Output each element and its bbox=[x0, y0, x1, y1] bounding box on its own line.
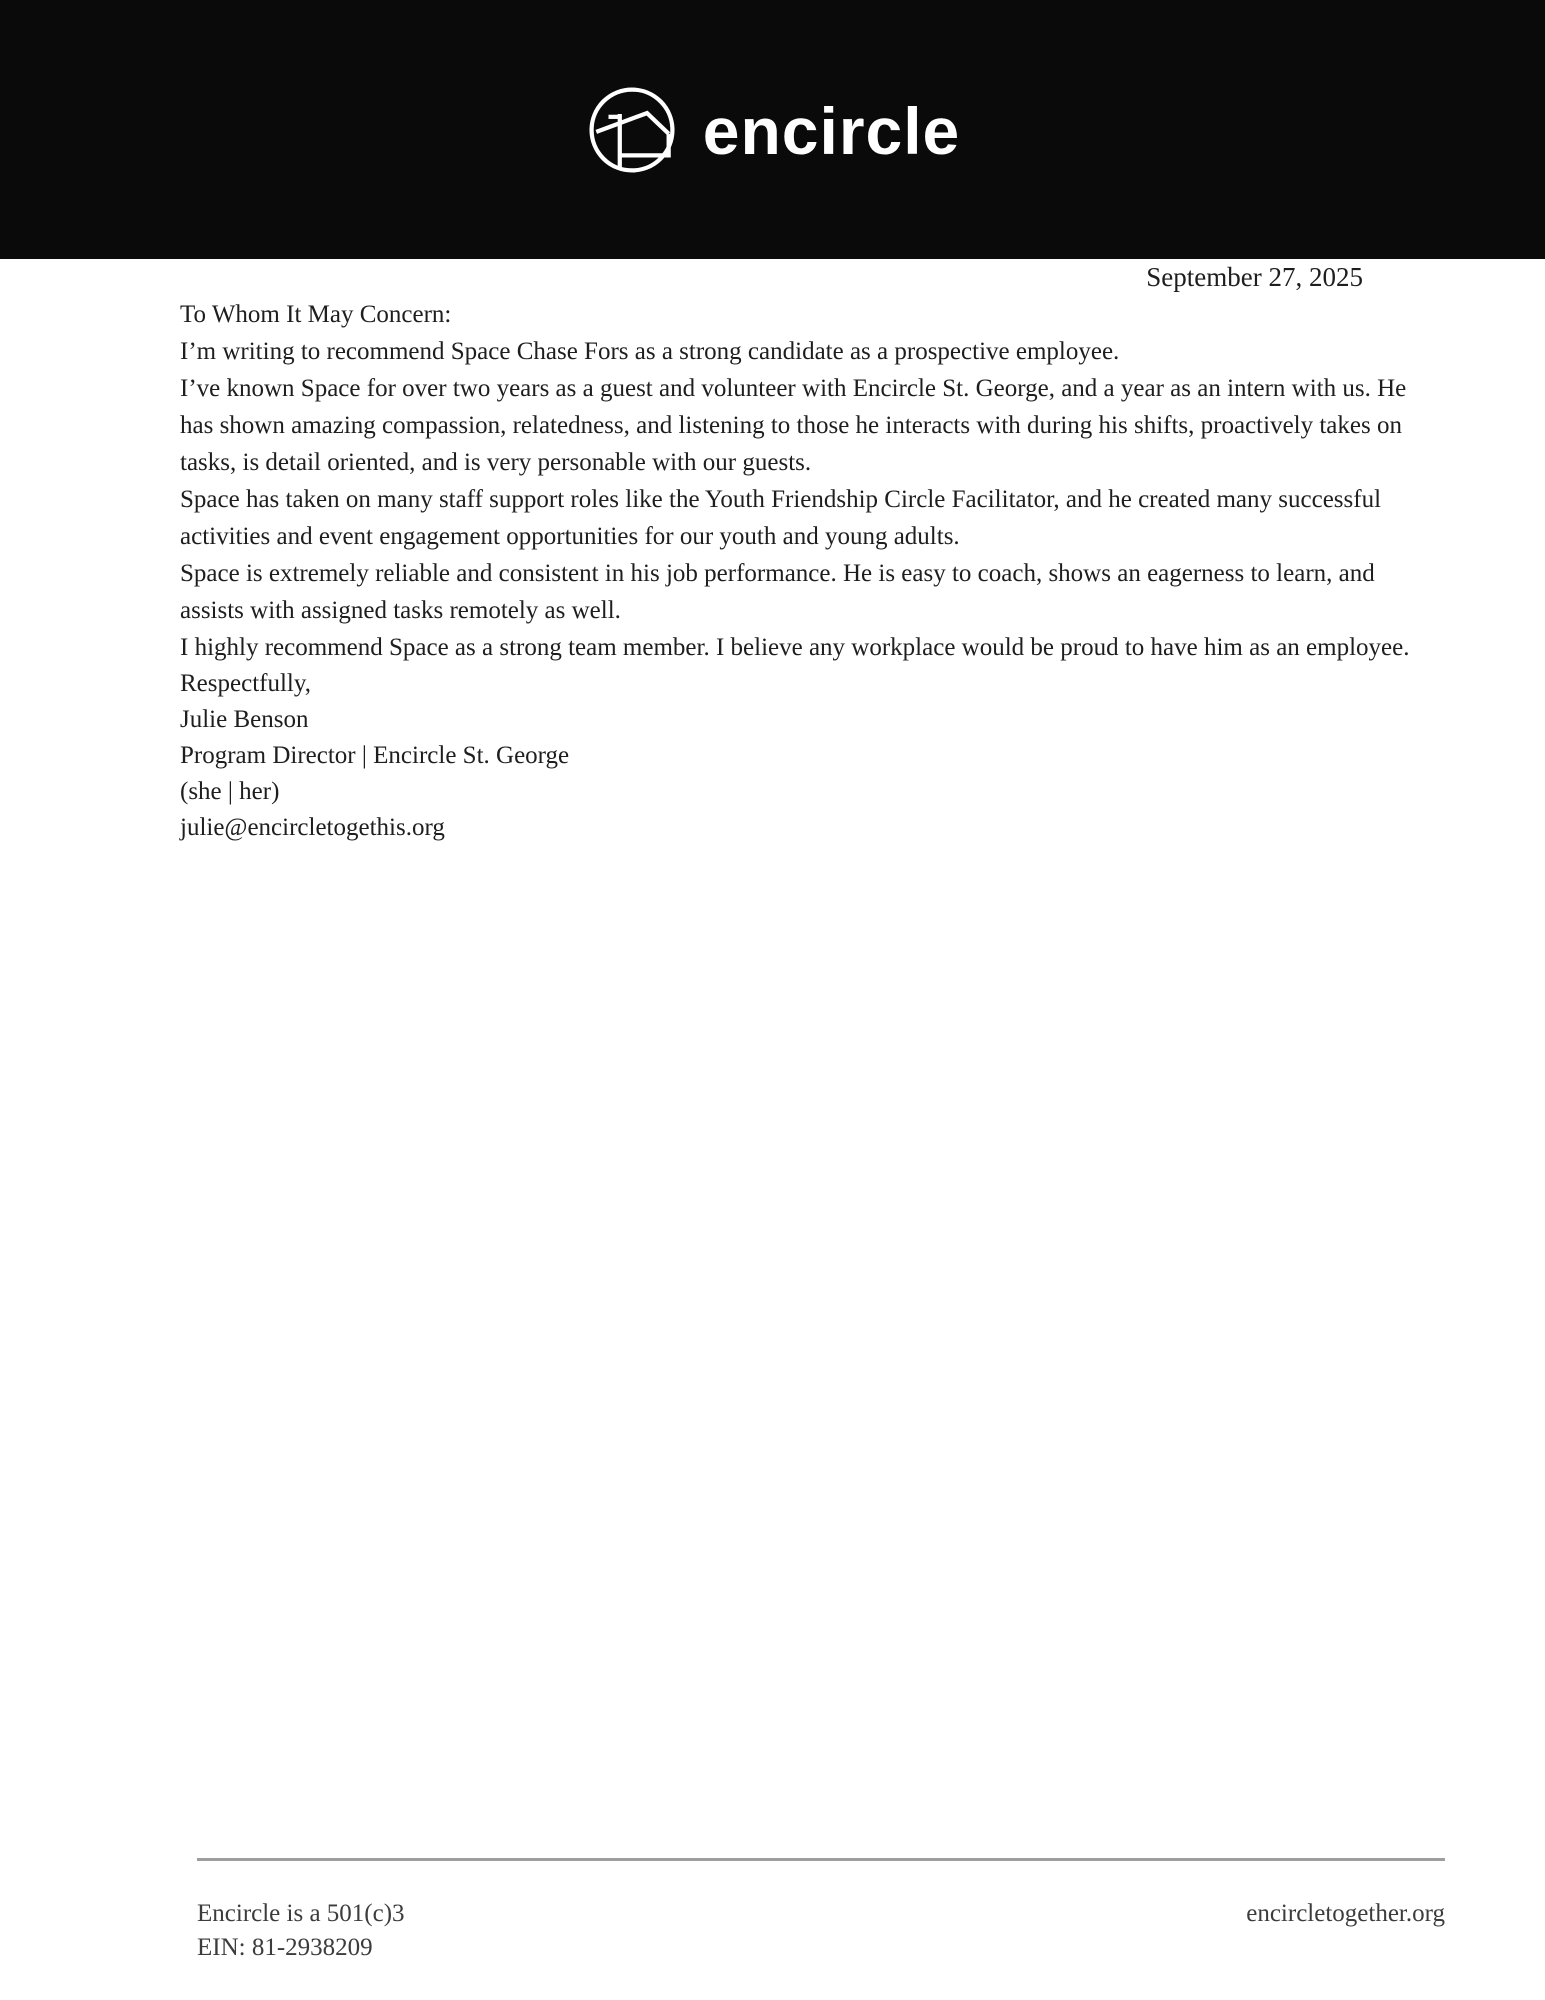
footer-ein: EIN: 81-2938209 bbox=[197, 1934, 373, 1961]
encircle-wordmark: encircle bbox=[702, 93, 961, 168]
signature-title: Program Director | Encircle St. George bbox=[180, 742, 570, 769]
encircle-house-icon bbox=[585, 83, 679, 177]
footer-nonprofit-status: Encircle is a 501(c)3 bbox=[197, 1900, 405, 1927]
salutation: To Whom It May Concern: bbox=[180, 301, 452, 328]
page-footer bbox=[197, 1858, 1445, 1965]
paragraph-background: I’ve known Space for over two years as a guest and volunteer with Encircle St. George, and a year as an intern with us. He has shown amazing compassion, relatedness, and listening to those he interacts with during his shifts, proactively takes on tasks, is detail oriented, and is very personable with our guests. bbox=[180, 375, 1407, 476]
signature-block bbox=[180, 666, 1420, 846]
paragraph-reliability: Space is extremely reliable and consistent in his job performance. He is easy to coach, shows an eagerness to learn, and assists with assigned tasks remotely as well. bbox=[180, 560, 1375, 624]
letter-body bbox=[180, 259, 1420, 846]
signature-closing: Respectfully, bbox=[180, 670, 311, 697]
paragraph-intro: I’m writing to recommend Space Chase Fors as a strong candidate as a prospective employee. bbox=[180, 338, 1120, 365]
footer-divider bbox=[197, 1858, 1445, 1861]
letterhead bbox=[0, 0, 1545, 259]
signature-email: julie@encircletogethis.org bbox=[180, 814, 445, 841]
signature-pronouns: (she | her) bbox=[180, 778, 280, 805]
paragraph-roles: Space has taken on many staff support roles like the Youth Friendship Circle Facilitator, and he created many successful activities and event engagement opportunities for our youth and young adults. bbox=[180, 486, 1382, 550]
signature-name: Julie Benson bbox=[180, 706, 309, 733]
footer-website: encircletogether.org bbox=[1246, 1900, 1445, 1927]
encircle-logo bbox=[585, 83, 961, 177]
letter-date: September 27, 2025 bbox=[1146, 262, 1363, 292]
paragraph-recommendation: I highly recommend Space as a strong team member. I believe any workplace would be proud to have him as an employee. bbox=[180, 634, 1410, 661]
